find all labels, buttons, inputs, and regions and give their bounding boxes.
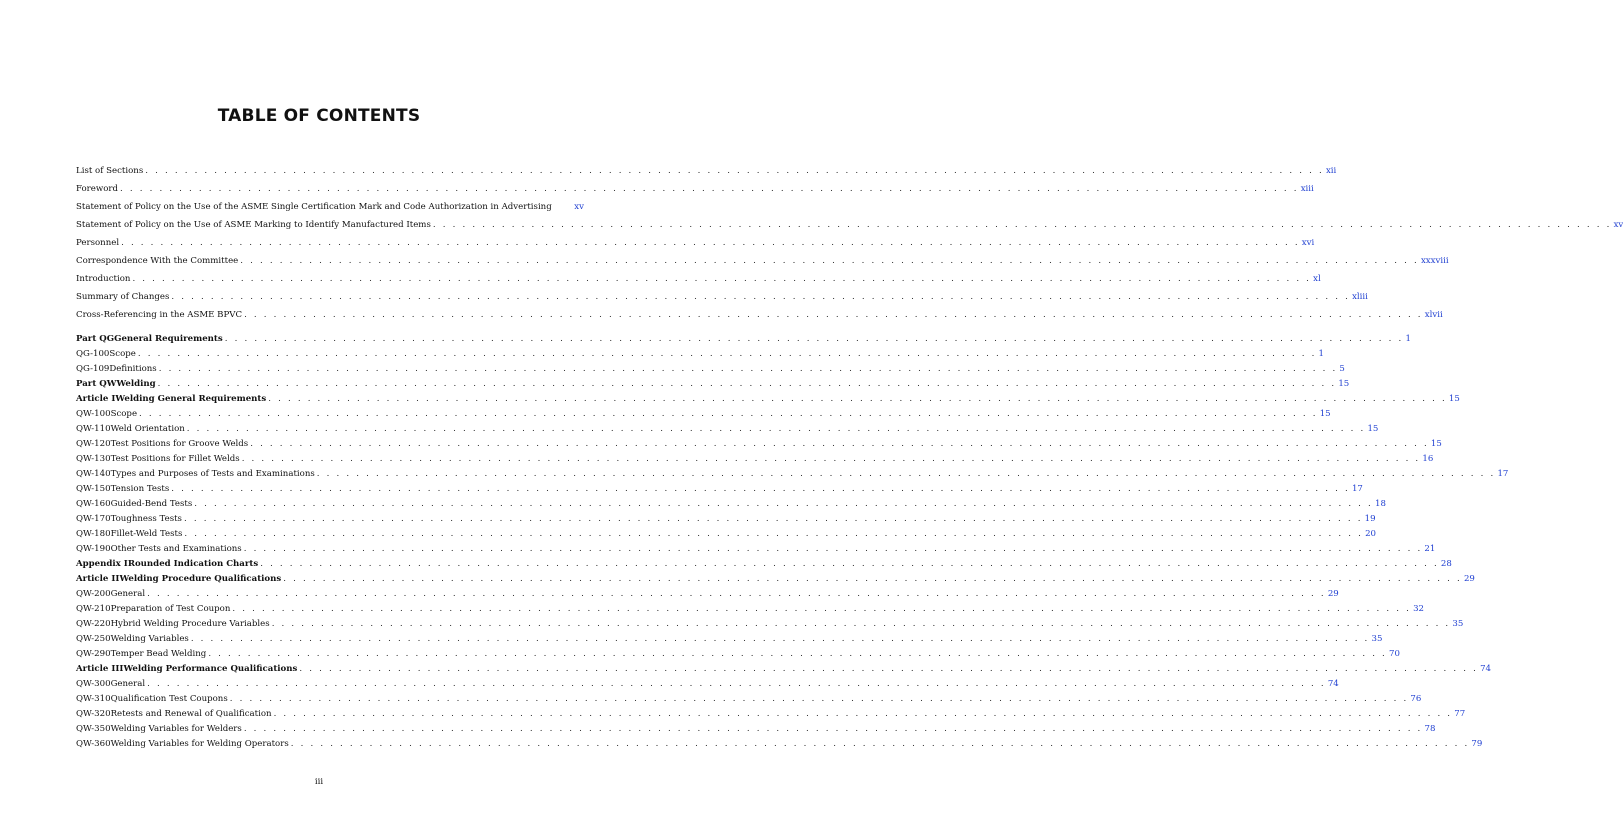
toc-page-link[interactable]: 17 xyxy=(1351,484,1363,494)
toc-entry-code: QW-110 xyxy=(76,424,111,434)
dot-leader: . . . . . . . . . . . . . . . . . . . . . . . . . . . . . . . . . . . . . . . . . . . . . . . . . . . . . . . . . . . . . . . . . . . . . . . . . . . . . . . . . . . . . . . . . . . . . . . . . . . . . . . . . . . . . . . . . . . . . . . . xyxy=(268,394,1447,404)
page-number: iii xyxy=(314,777,324,787)
toc-entry-code: QW-190 xyxy=(76,544,111,554)
toc-entry-label: Statement of Policy on the Use of the ASME Single Certification Mark and Code Authorization in Advertising xyxy=(76,202,552,212)
toc-page-link[interactable]: 29 xyxy=(1327,589,1339,599)
toc-page-link[interactable]: 29 xyxy=(1463,574,1475,584)
toc-entry-label: Introduction xyxy=(76,274,131,284)
toc-entry[interactable] xyxy=(76,362,1345,377)
toc-entry-title: Guided-Bend Tests xyxy=(110,499,193,509)
toc-entry-title: Weld Orientation xyxy=(110,424,185,434)
toc-page-link[interactable]: 35 xyxy=(1452,619,1464,629)
toc-entry[interactable] xyxy=(76,270,1321,288)
toc-page-link[interactable]: 28 xyxy=(1440,559,1452,569)
toc-entry[interactable] xyxy=(76,647,1400,662)
dot-leader: . . . . . . . . . . . . . . . . . . . . . . . . . . . . . . . . . . . . . . . . . . . . . . . . . . . . . . . . . . . . . . . . . . . . . . . . . . . . . . . . . . . . . . . . . . . . . . . . . . . . . . . . . . . . . . . . . . . . . . . . xyxy=(157,379,1337,389)
toc-page-link[interactable]: xv xyxy=(574,202,584,212)
dot-leader: . . . . . . . . . . . . . . . . . . . . . . . . . . . . . . . . . . . . . . . . . . . . . . . . . . . . . . . . . . . . . . . . . . . . . . . . . . . . . . . . . . . . . . . . . . . . . . . . . . . . . . . . . . . . . . . . . . . . . . . . xyxy=(316,469,1496,479)
toc-entry-title: Scope xyxy=(110,409,138,419)
toc-entry-code: QW-140 xyxy=(76,469,111,479)
dot-leader: . . . . . . . . . . . . . . . . . . . . . . . . . . . . . . . . . . . . . . . . . . . . . . . . . . . . . . . . . . . . . . . . . . . . . . . . . . . . . . . . . . . . . . . . . . . . . . . . . . . . . . . . . . . . . . . . . . . . . . . . xyxy=(171,484,1350,494)
toc-entry-code: Part QW xyxy=(76,379,117,389)
toc-entry-code: Article II xyxy=(76,574,120,584)
dot-leader: . . . . . . . . . . . . . . . . . . . . . . . . . . . . . . . . . . . . . . . . . . . . . . . . . . . . . . . . . . . . . . . . . . . . . . . . . . . . . . . . . . . . . . . . . . . . . . . . . . . . . . . . . . . . . . . . . . . . . . . . xyxy=(250,439,1429,449)
dot-leader: . . . . . . . . . . . . . . . . . . . . . . . . . . . . . . . . . . . . . . . . . . . . . . . . . . . . . . . . . . . . . . . . . . . . . . . . . . . . . . . . . . . . . . . . . . . . . . . . . . . . . . . . . . . . . . . . . . . . . . . . xyxy=(171,292,1351,302)
toc-entry-title: Welding Variables for Welders xyxy=(110,724,242,734)
dot-leader: . . . . . . . . . . . . . . . . . . . . . . . . . . . . . . . . . . . . . . . . . . . . . . . . . . . . . . . . . . . . . . . . . . . . . . . . . . . . . . . . . . . . . . . . . . . . . . . . . . . . . . . . . . . . . . . . . . . . . . . . xyxy=(137,349,1317,359)
toc-page-link[interactable]: 74 xyxy=(1327,679,1339,689)
toc-page-link[interactable]: xv xyxy=(1613,220,1623,230)
toc-entry[interactable] xyxy=(76,722,1436,737)
toc-entry[interactable] xyxy=(76,587,1339,602)
toc-entry[interactable] xyxy=(76,347,1325,362)
toc-page-link[interactable]: 79 xyxy=(1471,739,1483,749)
toc-entry[interactable] xyxy=(76,692,1422,707)
toc-page-link[interactable]: 74 xyxy=(1480,664,1492,674)
toc-entry[interactable] xyxy=(76,162,1337,180)
dot-leader: . . . . . . . . . . . . . . . . . . . . . . . . . . . . . . . . . . . . . . . . . . . . . . . . . . . . . . . . . . . . . . . . . . . . . . . . . . . . . . . . . . . . . . . . . . . . . . . . . . . . . . . . . . . . . . . . . . . . . . . . xyxy=(120,184,1299,194)
toc-entry-title: Temper Bead Welding xyxy=(110,649,207,659)
toc-page-link[interactable]: xl xyxy=(1313,274,1321,284)
toc-entry[interactable] xyxy=(76,632,1383,647)
toc-section-heading[interactable] xyxy=(76,392,1460,407)
toc-entry-code: QW-250 xyxy=(76,634,111,644)
toc-entry-code: QG-100 xyxy=(76,349,110,359)
contents-list xyxy=(76,332,1509,752)
toc-entry-title: Welding xyxy=(116,379,156,389)
toc-entry-code: QW-100 xyxy=(76,409,111,419)
dot-leader: . . . . . . . . . . . . . . . . . . . . . . . . . . . . . . . . . . . . . . . . . . . . . . . . . . . . . . . . . . . . . . . . . . . . . . . . . . . . . . . . . . . . . . . . . . . . . . . . . . . . . . . . . . . . . . . . . . . . . . . . xyxy=(244,310,1423,320)
toc-entry[interactable] xyxy=(76,467,1509,482)
toc-entry-title: General Requirements xyxy=(114,334,223,344)
dot-leader: . . . . . . . . . . . . . . . . . . . . . . . . . . . . . . . . . . . . . . . . . . . . . . . . . . . . . . . . . . . . . . . . . . . . . . . . . . . . . . . . . . . . . . . . . . . . . . . . . . . . . . . . . . . . . . . . . . . . . . . . xyxy=(290,739,1470,749)
toc-entry[interactable] xyxy=(76,497,1386,512)
toc-entry-label: Summary of Changes xyxy=(76,292,170,302)
toc-entry-title: Toughness Tests xyxy=(110,514,182,524)
toc-entry-code: QW-350 xyxy=(76,724,111,734)
toc-entry-code: Article I xyxy=(76,394,116,404)
toc-entry-title: Retests and Renewal of Qualification xyxy=(110,709,272,719)
toc-entry[interactable] xyxy=(76,216,1623,234)
toc-entry-code: QW-160 xyxy=(76,499,111,509)
dot-leader: . . . . . . . . . . . . . . . . . . . . . . . . . . . . . . . . . . . . . . . . . . . . . . . . . . . . . . . . . . . . . . . . . . . . . . . . . . . . . . . . . . . . . . . . . . . . . . . . . . . . . . . . . . . . . . . . . . . . . . . . xyxy=(229,694,1409,704)
toc-entry[interactable] xyxy=(76,542,1436,557)
toc-entry[interactable] xyxy=(76,252,1449,270)
toc-entry-code: Appendix I xyxy=(76,559,128,569)
toc-page-link[interactable]: 78 xyxy=(1424,724,1436,734)
dot-leader: . . . . . . . . . . . . . . . . . . . . . . . . . . . . . . . . . . . . . . . . . . . . . . . . . . . . . . . . . . . . . . . . . . . . . . . . . . . . . . . . . . . . . . . . . . . . . . . . . . . . . . . . . . . . . . . . . . . . . . . . xyxy=(186,424,1366,434)
toc-entry-title: Welding General Requirements xyxy=(115,394,267,404)
toc-entry-label: Correspondence With the Committee xyxy=(76,256,239,266)
toc-entry-title: Test Positions for Groove Welds xyxy=(110,439,249,449)
toc-section-heading[interactable] xyxy=(76,377,1350,392)
toc-entry-code: QW-310 xyxy=(76,694,111,704)
toc-entry-code: QW-170 xyxy=(76,514,111,524)
toc-entry-code: QW-130 xyxy=(76,454,111,464)
dot-leader: . . . . . . . . . . . . . . . . . . . . . . . . . . . . . . . . . . . . . . . . . . . . . . . . . . . . . . . . . . . . . . . . . . . . . . . . . . . . . . . . . . . . . . . . . . . . . . . . . . . . . . . . . . . . . . . . . . . . . . . . xyxy=(299,664,1479,674)
toc-entry[interactable] xyxy=(76,306,1443,324)
dot-leader: . . . . . . . . . . . . . . . . . . . . . . . . . . . . . . . . . . . . . . . . . . . . . . . . . . . . . . . . . . . . . . . . . . . . . . . . . . . . . . . . . . . . . . . . . . . . . . . . . . . . . . . . . . . . . . . . . . . . . . . . xyxy=(208,649,1387,659)
toc-entry-code: QW-300 xyxy=(76,679,111,689)
toc-entry[interactable] xyxy=(76,422,1379,437)
dot-leader: . . . . . . . . . . . . . . . . . . . . . . . . . . . . . . . . . . . . . . . . . . . . . . . . . . . . . . . . . . . . . . . . . . . . . . . . . . . . . . . . . . . . . . . . . . . . . . . . . . . . . . . . . . . . . . . . . . . . . . . . xyxy=(273,709,1453,719)
toc-page-link[interactable]: 15 xyxy=(1367,424,1379,434)
toc-entry-label: Foreword xyxy=(76,184,118,194)
toc-entry[interactable] xyxy=(76,288,1368,306)
toc-page-link[interactable]: 15 xyxy=(1430,439,1442,449)
toc-page-link[interactable]: 15 xyxy=(1319,409,1331,419)
toc-section-heading[interactable] xyxy=(76,572,1475,587)
toc-entry-code: QW-220 xyxy=(76,619,111,629)
dot-leader: . . . . . . . . . . . . . . . . . . . . . . . . . . . . . . . . . . . . . . . . . . . . . . . . . . . . . . . . . . . . . . . . . . . . . . . . . . . . . . . . . . . . . . . . . . . . . . . . . . . . . . . . . . . . . . . . . . . . . . . . xyxy=(283,574,1462,584)
dot-leader: . . . . . . . . . . . . . . . . . . . . . . . . . . . . . . . . . . . . . . . . . . . . . . . . . . . . . . . . . . . . . . . . . . . . . . . . . . . . . . . . . . . . . . . . . . . . . . . . . . . . . . . . . . . . . . . . . . . . . . . . xyxy=(183,514,1363,524)
toc-section-heading[interactable] xyxy=(76,332,1411,347)
toc-entry-title: General xyxy=(110,679,146,689)
toc-entry[interactable] xyxy=(76,737,1483,752)
toc-entry-title: General xyxy=(110,589,146,599)
toc-entry-code: QW-180 xyxy=(76,529,111,539)
toc-page-link[interactable]: 15 xyxy=(1338,379,1350,389)
dot-leader: . . . . . . . . . . . . . . . . . . . . . . . . . . . . . . . . . . . . . . . . . . . . . . . . . . . . . . . . . . . . . . . . . . . . . . . . . . . . . . . . . . . . . . . . . . . . . . . . . . . . . . . . . . . . . . . . . . . . . . . . xyxy=(158,364,1338,374)
toc-entry-code: QW-210 xyxy=(76,604,111,614)
toc-page-link[interactable]: 70 xyxy=(1389,649,1400,659)
toc-entry-title: Welding Variables for Welding Operators xyxy=(110,739,289,749)
toc-entry-title: Rounded Indication Charts xyxy=(127,559,259,569)
toc-entry[interactable] xyxy=(76,512,1376,527)
toc-page-link[interactable]: 20 xyxy=(1365,529,1376,539)
toc-entry-title: Welding Variables xyxy=(110,634,189,644)
toc-page-link[interactable]: 32 xyxy=(1413,604,1424,614)
toc-page-link[interactable]: 76 xyxy=(1410,694,1422,704)
toc-entry[interactable] xyxy=(76,407,1331,422)
dot-leader: . . . . . . . . . . . . . . . . . . . . . . . . . . . . . . . . . . . . . . . . . . . . . . . . . . . . . . . . . . . . . . . . . . . . . . . . . . . . . . . . . . . . . . . . . . . . . . . . . . . . . . . . . . . . . . . . . . . . . . . . xyxy=(194,499,1373,509)
toc-entry[interactable] xyxy=(76,707,1466,722)
dot-leader: . . . . . . . . . . . . . . . . . . . . . . . . . . . . . . . . . . . . . . . . . . . . . . . . . . . . . . . . . . . . . . . . . . . . . . . . . . . . . . . . . . . . . . . . . . . . . . . . . . . . . . . . . . . . . . . . . . . . . . . . xyxy=(243,544,1423,554)
toc-entry-code: QW-200 xyxy=(76,589,111,599)
dot-leader: . . . . . . . . . . . . . . . . . . . . . . . . . . . . . . . . . . . . . . . . . . . . . . . . . . . . . . . . . . . . . . . . . . . . . . . . . . . . . . . . . . . . . . . . . . . . . . . . . . . . . . . . . . . . . . . . . . . . . . . . xyxy=(190,634,1370,644)
dot-leader: . . . . . . . . . . . . . . . . . . . . . . . . . . . . . . . . . . . . . . . . . . . . . . . . . . . . . . . . . . . . . . . . . . . . . . . . . . . . . . . . . . . . . . . . . . . . . . . . . . . . . . . . . . . . . . . . . . . . . . . . xyxy=(224,334,1404,344)
toc-section-heading[interactable] xyxy=(76,557,1452,572)
toc-entry-title: Other Tests and Examinations xyxy=(110,544,242,554)
toc-page-link[interactable]: xliii xyxy=(1352,292,1368,302)
toc-entry-code: QW-360 xyxy=(76,739,111,749)
toc-entry-code: QG-109 xyxy=(76,364,110,374)
toc-entry-code: QW-290 xyxy=(76,649,111,659)
toc-page-link[interactable]: 1 xyxy=(1318,349,1325,359)
toc-page-link[interactable]: xii xyxy=(1325,166,1337,176)
toc-entry-title: Qualification Test Coupons xyxy=(110,694,228,704)
toc-entry-title: Tension Tests xyxy=(110,484,170,494)
toc-entry[interactable] xyxy=(76,437,1442,452)
toc-entry-code: Article III xyxy=(76,664,124,674)
toc-entry[interactable] xyxy=(76,602,1424,617)
toc-entry-title: Welding Procedure Qualifications xyxy=(119,574,282,584)
toc-page-link[interactable]: xiii xyxy=(1300,184,1314,194)
front-matter-list xyxy=(76,162,1623,324)
toc-page-link[interactable]: 5 xyxy=(1339,364,1345,374)
toc-entry-title: Test Positions for Fillet Welds xyxy=(110,454,240,464)
toc-entry-code: QW-120 xyxy=(76,439,111,449)
dot-leader: . . . . . . . . . . . . . . . . . . . . . . . . . . . . . . . . . . . . . . . . . . . . . . . . . . . . . . . . . . . . . . . . . . . . . . . . . . . . . . . . . . . . . . . . . . . . . . . . . . . . . . . . . . . . . . . . . . . . . . . . xyxy=(147,589,1326,599)
toc-entry-title: Types and Purposes of Tests and Examinations xyxy=(110,469,315,479)
toc-entry-label: Cross-Referencing in the ASME BPVC xyxy=(76,310,243,320)
toc-page-link[interactable]: 17 xyxy=(1497,469,1509,479)
dot-leader: . . . . . . . . . . . . . . . . . . . . . . . . . . . . . . . . . . . . . . . . . . . . . . . . . . . . . . . . . . . . . . . . . . . . . . . . . . . . . . . . . . . . . . . . . . . . . . . . . . . . . . . . . . . . . . . . . . . . . . . . xyxy=(139,409,1318,419)
toc-page-link[interactable]: 77 xyxy=(1454,709,1466,719)
dot-leader: . . . . . . . . . . . . . . . . . . . . . . . . . . . . . . . . . . . . . . . . . . . . . . . . . . . . . . . . . . . . . . . . . . . . . . . . . . . . . . . . . . . . . . . . . . . . . . . . . . . . . . . . . . . . . . . . . . . . . . . . xyxy=(147,679,1326,689)
toc-entry-title: Hybrid Welding Procedure Variables xyxy=(110,619,270,629)
toc-page-link[interactable]: 15 xyxy=(1448,394,1460,404)
toc-page-link[interactable]: 16 xyxy=(1422,454,1434,464)
toc-page-link[interactable]: 35 xyxy=(1371,634,1383,644)
dot-leader: . . . . . . . . . . . . . . . . . . . . . . . . . . . . . . . . . . . . . . . . . . . . . . . . . . . . . . . . . . . . . . . . . . . . . . . . . . . . . . . . . . . . . . . . . . . . . . . . . . . . . . . . . . . . . . . . . . . . . . . . xyxy=(184,529,1364,539)
toc-entry-title: Welding Performance Qualifications xyxy=(123,664,298,674)
toc-entry-code: Part QG xyxy=(76,334,115,344)
toc-entry[interactable] xyxy=(76,677,1339,692)
toc-entry-code: QW-150 xyxy=(76,484,111,494)
toc-page-link[interactable]: 21 xyxy=(1424,544,1436,554)
dot-leader: . . . . . . . . . . . . . . . . . . . . . . . . . . . . . . . . . . . . . . . . . . . . . . . . . . . . . . . . . . . . . . . . . . . . . . . . . . . . . . . . . . . . . . . . . . . . . . . . . . . . . . . . . . . . . . . . . . . . . . . . xyxy=(121,238,1300,248)
toc-page-link[interactable]: xlvii xyxy=(1424,310,1443,320)
toc-entry[interactable] xyxy=(76,617,1464,632)
toc-entry-title: Definitions xyxy=(109,364,157,374)
toc-entry[interactable] xyxy=(76,527,1376,542)
toc-page-link[interactable]: xvi xyxy=(1301,238,1315,248)
dot-leader: . . . . . . . . . . . . . . . . . . . . . . . . . . . . . . . . . . . . . . . . . . . . . . . . . . . . . . . . . . . . . . . . . . . . . . . . . . . . . . . . . . . . . . . . . . . . . . . . . . . . . . . . . . . . . . . . . . . . . . . . xyxy=(243,724,1423,734)
dot-leader: . . . . . . . . . . . . . . . . . . . . . . . . . . . . . . . . . . . . . . . . . . . . . . . . . . . . . . . . . . . . . . . . . . . . . . . . . . . . . . . . . . . . . . . . . . . . . . . . . . . . . . . . . . . . . . . . . . . . . . . . xyxy=(241,454,1421,464)
toc-entry[interactable] xyxy=(76,482,1363,497)
toc-entry[interactable] xyxy=(76,452,1434,467)
toc-page-link[interactable]: xxxviii xyxy=(1420,256,1449,266)
toc-entry-label: Statement of Policy on the Use of ASME Marking to Identify Manufactured Items xyxy=(76,220,431,230)
dot-leader: . . . . . . . . . . . . . . . . . . . . . . . . . . . . . . . . . . . . . . . . . . . . . . . . . . . . . . . . . . . . . . . . . . . . . . . . . . . . . . . . . . . . . . . . . . . . . . . . . . . . . . . . . . . . . . . . . . . . . . . . xyxy=(145,166,1324,176)
toc-section-heading[interactable] xyxy=(76,662,1492,677)
toc-entry-title: Fillet-Weld Tests xyxy=(110,529,183,539)
toc-entry-label: Personnel xyxy=(76,238,120,248)
toc-entry[interactable] xyxy=(76,198,584,216)
toc-entry-code: QW-320 xyxy=(76,709,111,719)
toc-page-link[interactable]: 18 xyxy=(1374,499,1386,509)
dot-leader: . . . . . . . . . . . . . . . . . . . . . . . . . . . . . . . . . . . . . . . . . . . . . . . . . . . . . . . . . . . . . . . . . . . . . . . . . . . . . . . . . . . . . . . . . . . . . . . . . . . . . . . . . . . . . . . . . . . . . . . . xyxy=(132,274,1312,284)
dot-leader: . . . . . . . . . . . . . . . . . . . . . . . . . . . . . . . . . . . . . . . . . . . . . . . . . . . . . . . . . . . . . . . . . . . . . . . . . . . . . . . . . . . . . . . . . . . . . . . . . . . . . . . . . . . . . . . . . . . . . . . . xyxy=(260,559,1439,569)
toc-entry-label: List of Sections xyxy=(76,166,144,176)
dot-leader: . . . . . . . . . . . . . . . . . . . . . . . . . . . . . . . . . . . . . . . . . . . . . . . . . . . . . . . . . . . . . . . . . . . . . . . . . . . . . . . . . . . . . . . . . . . . . . . . . . . . . . . . . . . . . . . . . . . . . . . . xyxy=(240,256,1419,266)
toc-entry[interactable] xyxy=(76,180,1314,198)
toc-entry-title: Preparation of Test Coupon xyxy=(110,604,231,614)
toc-entry-title: Scope xyxy=(109,349,136,359)
page-title: TABLE OF CONTENTS xyxy=(217,106,421,126)
dot-leader: . . . . . . . . . . . . . . . . . . . . . . . . . . . . . . . . . . . . . . . . . . . . . . . . . . . . . . . . . . . . . . . . . . . . . . . . . . . . . . . . . . . . . . . . . . . . . . . . . . . . . . . . . . . . . . . . . . . . . . . . xyxy=(271,619,1451,629)
toc-page-link[interactable]: 1 xyxy=(1405,334,1411,344)
toc-entry[interactable] xyxy=(76,234,1315,252)
toc-page-link[interactable]: 19 xyxy=(1364,514,1376,524)
dot-leader: . . . . . . . . . . . . . . . . . . . . . . . . . . . . . . . . . . . . . . . . . . . . . . . . . . . . . . . . . . . . . . . . . . . . . . . . . . . . . . . . . . . . . . . . . . . . . . . . . . . . . . . . . . . . . . . . . . . . . . . . xyxy=(432,220,1612,230)
dot-leader: . . . . . . . . . . . . . . . . . . . . . . . . . . . . . . . . . . . . . . . . . . . . . . . . . . . . . . . . . . . . . . . . . . . . . . . . . . . . . . . . . . . . . . . . . . . . . . . . . . . . . . . . . . . . . . . . . . . . . . . . xyxy=(232,604,1412,614)
